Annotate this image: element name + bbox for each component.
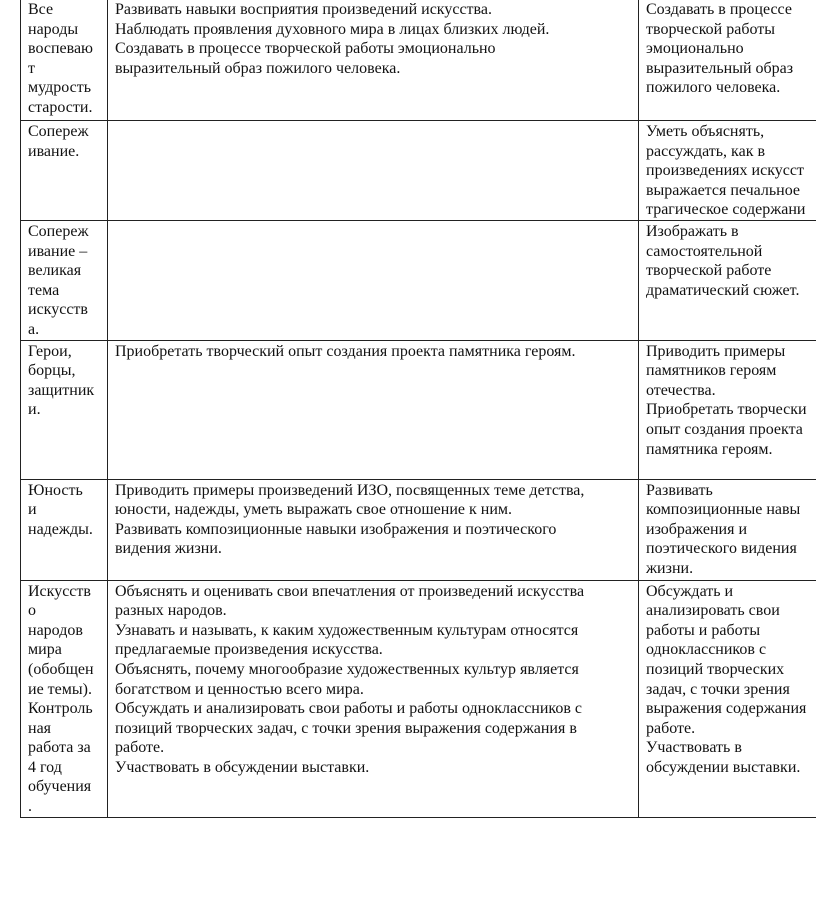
cell-text-line: и <box>28 501 37 519</box>
cell-text-line: о <box>28 602 36 620</box>
table-row <box>21 340 816 479</box>
cell-text-line: творческой работе <box>646 262 772 280</box>
results-cell <box>639 220 816 340</box>
cell-text-line: воспеваю <box>28 40 94 58</box>
results-cell <box>639 479 816 580</box>
goals-cell <box>108 0 639 121</box>
cell-text-line: тема <box>28 281 60 299</box>
cell-text-line: юности, надежды, уметь выражать свое отношение к ним. <box>115 501 513 519</box>
table-row <box>21 220 816 340</box>
cell-text-line: позиций творческих задач, с точки зрения выражения содержания в <box>115 719 577 737</box>
table-row <box>21 580 816 817</box>
cell-text-line: Объяснять и оценивать свои впечатления от произведений искусства <box>115 582 585 600</box>
cell-text-line: работа за <box>28 739 91 757</box>
cell-text-line: ная <box>28 719 52 737</box>
cell-text-line: произведениях искусст <box>646 162 804 180</box>
cell-text-line: т <box>28 59 35 77</box>
cell-text-line: Развивать навыки восприятия произведений искусства. <box>115 1 492 18</box>
cell-text-line: Все <box>28 1 54 18</box>
cell-text-line: обсуждении выставки. <box>646 758 801 776</box>
cell-text-line: искусств <box>28 301 88 319</box>
topic-cell <box>21 580 108 817</box>
cell-text-line: богатством и ценностью всего мира. <box>115 680 364 698</box>
cell-text-line: позиций творческих <box>646 660 785 678</box>
cell-text-line: Искусств <box>28 582 91 600</box>
topic-cell <box>21 479 108 580</box>
cell-text-line: мудрость <box>28 79 92 97</box>
cell-text-line: выразительный образ <box>646 59 794 77</box>
cell-text-line: ие темы). <box>28 680 92 698</box>
cell-text-line: анализировать свои <box>646 602 780 620</box>
cell-text-line: (обобщен <box>28 660 94 678</box>
cell-text-line: Объяснять, почему многообразие художественных культур является <box>115 660 579 678</box>
cell-text-line: работе. <box>115 739 165 757</box>
cell-text-line: защитник <box>28 381 95 399</box>
cell-text-line: одноклассников с <box>646 641 767 659</box>
cell-text-line: Обсуждать и <box>646 582 734 600</box>
cell-text-line: ивание. <box>28 142 80 160</box>
cell-text-line: мира <box>28 641 62 659</box>
goals-cell <box>108 479 639 580</box>
topic-cell <box>21 0 108 121</box>
cell-text-line: жизни. <box>646 559 694 577</box>
cell-text-line: отечества. <box>646 381 716 399</box>
cell-text-line: Приводить примеры <box>646 342 786 360</box>
cell-text-line: старости. <box>28 98 93 116</box>
cell-text-line: Участвовать в обсуждении выставки. <box>115 758 370 776</box>
cell-text-line: задач, с точки зрения <box>646 680 790 698</box>
cell-text-line: разных народов. <box>115 602 227 620</box>
cell-text-line: народов <box>28 621 83 639</box>
cell-text-line: 4 год <box>28 758 62 776</box>
cell-text-line: Герои, <box>28 342 72 360</box>
table-row <box>21 0 816 121</box>
cell-text-line: рассуждать, как в <box>646 142 766 160</box>
cell-text-line: Изображать в <box>646 222 739 240</box>
cell-text-line: и. <box>28 401 41 419</box>
cell-text-line: поэтического видения <box>646 540 797 558</box>
cell-text-line: . <box>28 798 32 816</box>
cell-text-line: памятников героям <box>646 362 777 380</box>
table-row <box>21 121 816 221</box>
results-cell <box>639 340 816 479</box>
cell-text-line: Обсуждать и анализировать свои работы и работы одноклассников с <box>115 700 583 718</box>
cell-text-line: Наблюдать проявления духовного мира в лицах близких людей. <box>115 20 550 38</box>
cell-text-line: великая <box>28 262 82 280</box>
cell-text-line: предлагаемые произведения искусства. <box>115 641 383 659</box>
cell-text-line: Создавать в процессе творческой работы эмоционально <box>115 40 496 58</box>
cell-text-line: опыт создания проекта <box>646 420 803 438</box>
cell-text-line: Развивать композиционные навыки изображения и поэтического <box>115 520 557 538</box>
topic-cell <box>21 220 108 340</box>
cell-text-line: творческой работы <box>646 20 775 38</box>
topic-cell <box>21 340 108 479</box>
cell-text-line: Создавать в процессе <box>646 1 792 18</box>
cell-text-line: работы и работы <box>646 621 761 639</box>
cell-text-line: ивание – <box>28 242 88 260</box>
cell-text-line: Юность <box>28 481 83 499</box>
goals-cell <box>108 220 639 340</box>
cell-text-line: драматический сюжет. <box>646 281 800 299</box>
results-cell <box>639 0 816 121</box>
goals-cell <box>108 580 639 817</box>
curriculum-table <box>20 0 816 818</box>
cell-text-line: борцы, <box>28 362 76 380</box>
cell-text-line: работе. <box>646 719 696 737</box>
cell-text-line: Контроль <box>28 700 93 718</box>
cell-text-line: пожилого человека. <box>646 79 781 97</box>
cell-text-line: эмоционально <box>646 40 744 58</box>
cell-text-line: Сопереж <box>28 123 89 140</box>
cell-text-line: Развивать <box>646 481 713 499</box>
cell-text-line: Приводить примеры произведений ИЗО, посвященных теме детства, <box>115 481 585 499</box>
cell-text-line: выражения содержания <box>646 700 807 718</box>
results-cell <box>639 121 816 221</box>
cell-text-line: самостоятельной <box>646 242 763 260</box>
cell-text-line: надежды. <box>28 520 93 538</box>
cell-text-line: выразительный образ пожилого человека. <box>115 59 401 77</box>
cell-text-line: Узнавать и называть, к каким художественным культурам относятся <box>115 621 579 639</box>
cell-text-line: видения жизни. <box>115 540 222 558</box>
cell-text-line: выражается печальное <box>646 181 801 199</box>
cell-text-line: Приобретать творческий опыт создания проекта памятника героям. <box>115 342 576 360</box>
cell-text-line: обучения <box>28 778 92 796</box>
table-row <box>21 479 816 580</box>
cell-text-line: Участвовать в <box>646 739 742 757</box>
cell-text-line: Уметь объяснять, <box>646 123 765 140</box>
cell-text-line: трагическое содержани <box>646 201 806 219</box>
cell-text-line: памятника героям. <box>646 440 773 458</box>
results-cell <box>639 580 816 817</box>
cell-text-line: народы <box>28 20 79 38</box>
topic-cell <box>21 121 108 221</box>
cell-text-line: композиционные навы <box>646 501 801 519</box>
cell-text-line: Приобретать творчески <box>646 401 807 419</box>
cell-text-line: а. <box>28 320 40 338</box>
goals-cell <box>108 121 639 221</box>
cell-text-line: Сопереж <box>28 222 89 240</box>
cell-text-line: изображения и <box>646 520 748 538</box>
goals-cell <box>108 340 639 479</box>
